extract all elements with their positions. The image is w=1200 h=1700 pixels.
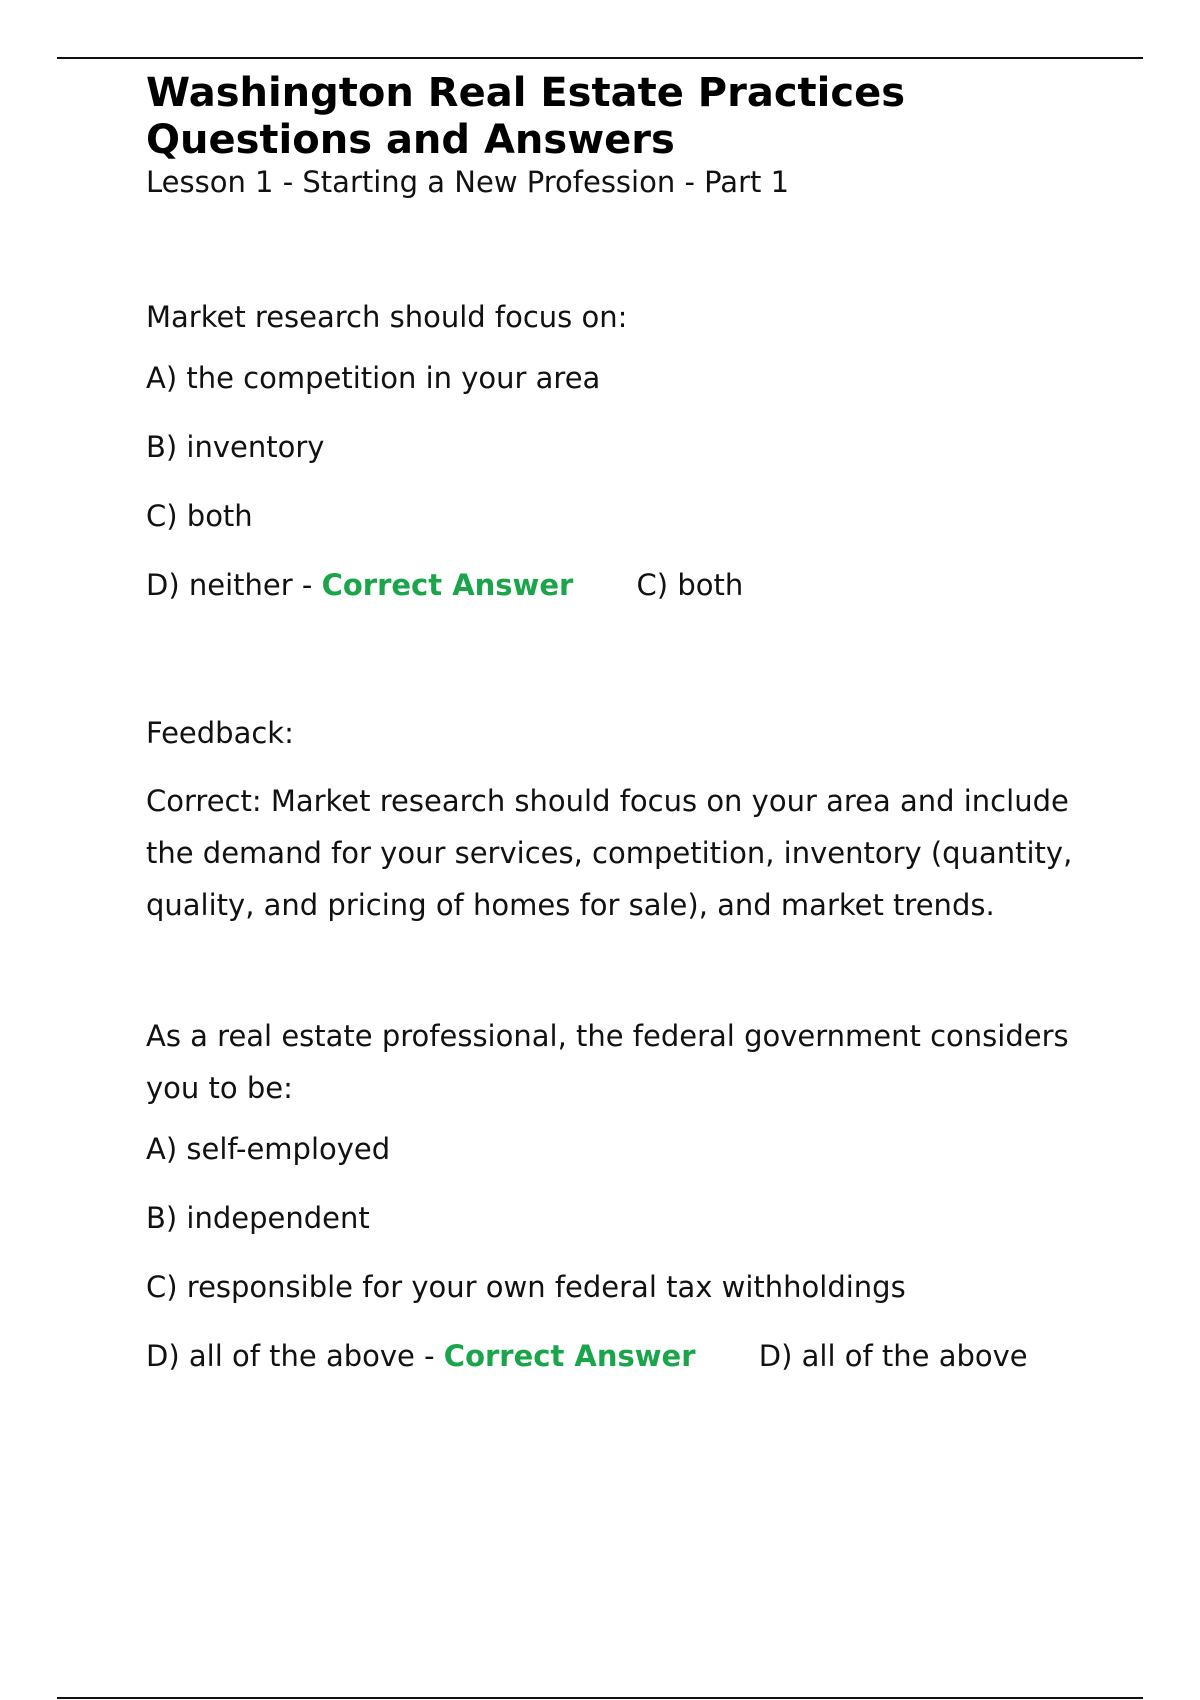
- top-rule: [57, 57, 1143, 59]
- document-body: [146, 70, 1106, 1374]
- option-d: [146, 1338, 1106, 1374]
- correct-answer-label: Correct Answer: [321, 568, 574, 602]
- correct-answer-value: D) all of the above: [758, 1339, 1028, 1373]
- option-b: B) inventory: [146, 430, 325, 464]
- option-c: C) responsible for your own federal tax withholdings: [146, 1270, 906, 1304]
- option-a: A) self-employed: [146, 1132, 391, 1166]
- feedback-text: Correct: Market research should focus on your area and include the demand for your services, competition, inventory (quantity, quality, and pricing of homes for sale), and market trends.: [146, 784, 1073, 922]
- document-title: [146, 70, 1106, 164]
- lesson-subtitle: Lesson 1 - Starting a New Profession - Part 1: [146, 165, 790, 199]
- question-block: [146, 291, 1106, 603]
- question-prompt: Market research should focus on:: [146, 300, 628, 334]
- title-line-2: Questions and Answers: [146, 117, 675, 163]
- feedback-block: [146, 707, 1106, 931]
- title-line-1: Washington Real Estate Practices: [146, 70, 906, 116]
- question-prompt: As a real estate professional, the federal government considers you to be:: [146, 1019, 1069, 1105]
- option-b: B) independent: [146, 1201, 370, 1235]
- option-d: [146, 567, 1106, 603]
- correct-answer-value: C) both: [636, 568, 744, 602]
- question-block: [146, 1010, 1106, 1374]
- correct-answer-label: Correct Answer: [443, 1339, 696, 1373]
- option-a: A) the competition in your area: [146, 361, 601, 395]
- bottom-rule: [57, 1697, 1143, 1699]
- option-d-text: D) all of the above -: [146, 1339, 435, 1373]
- feedback-label: Feedback:: [146, 716, 294, 750]
- option-c: C) both: [146, 499, 253, 533]
- option-d-text: D) neither -: [146, 568, 313, 602]
